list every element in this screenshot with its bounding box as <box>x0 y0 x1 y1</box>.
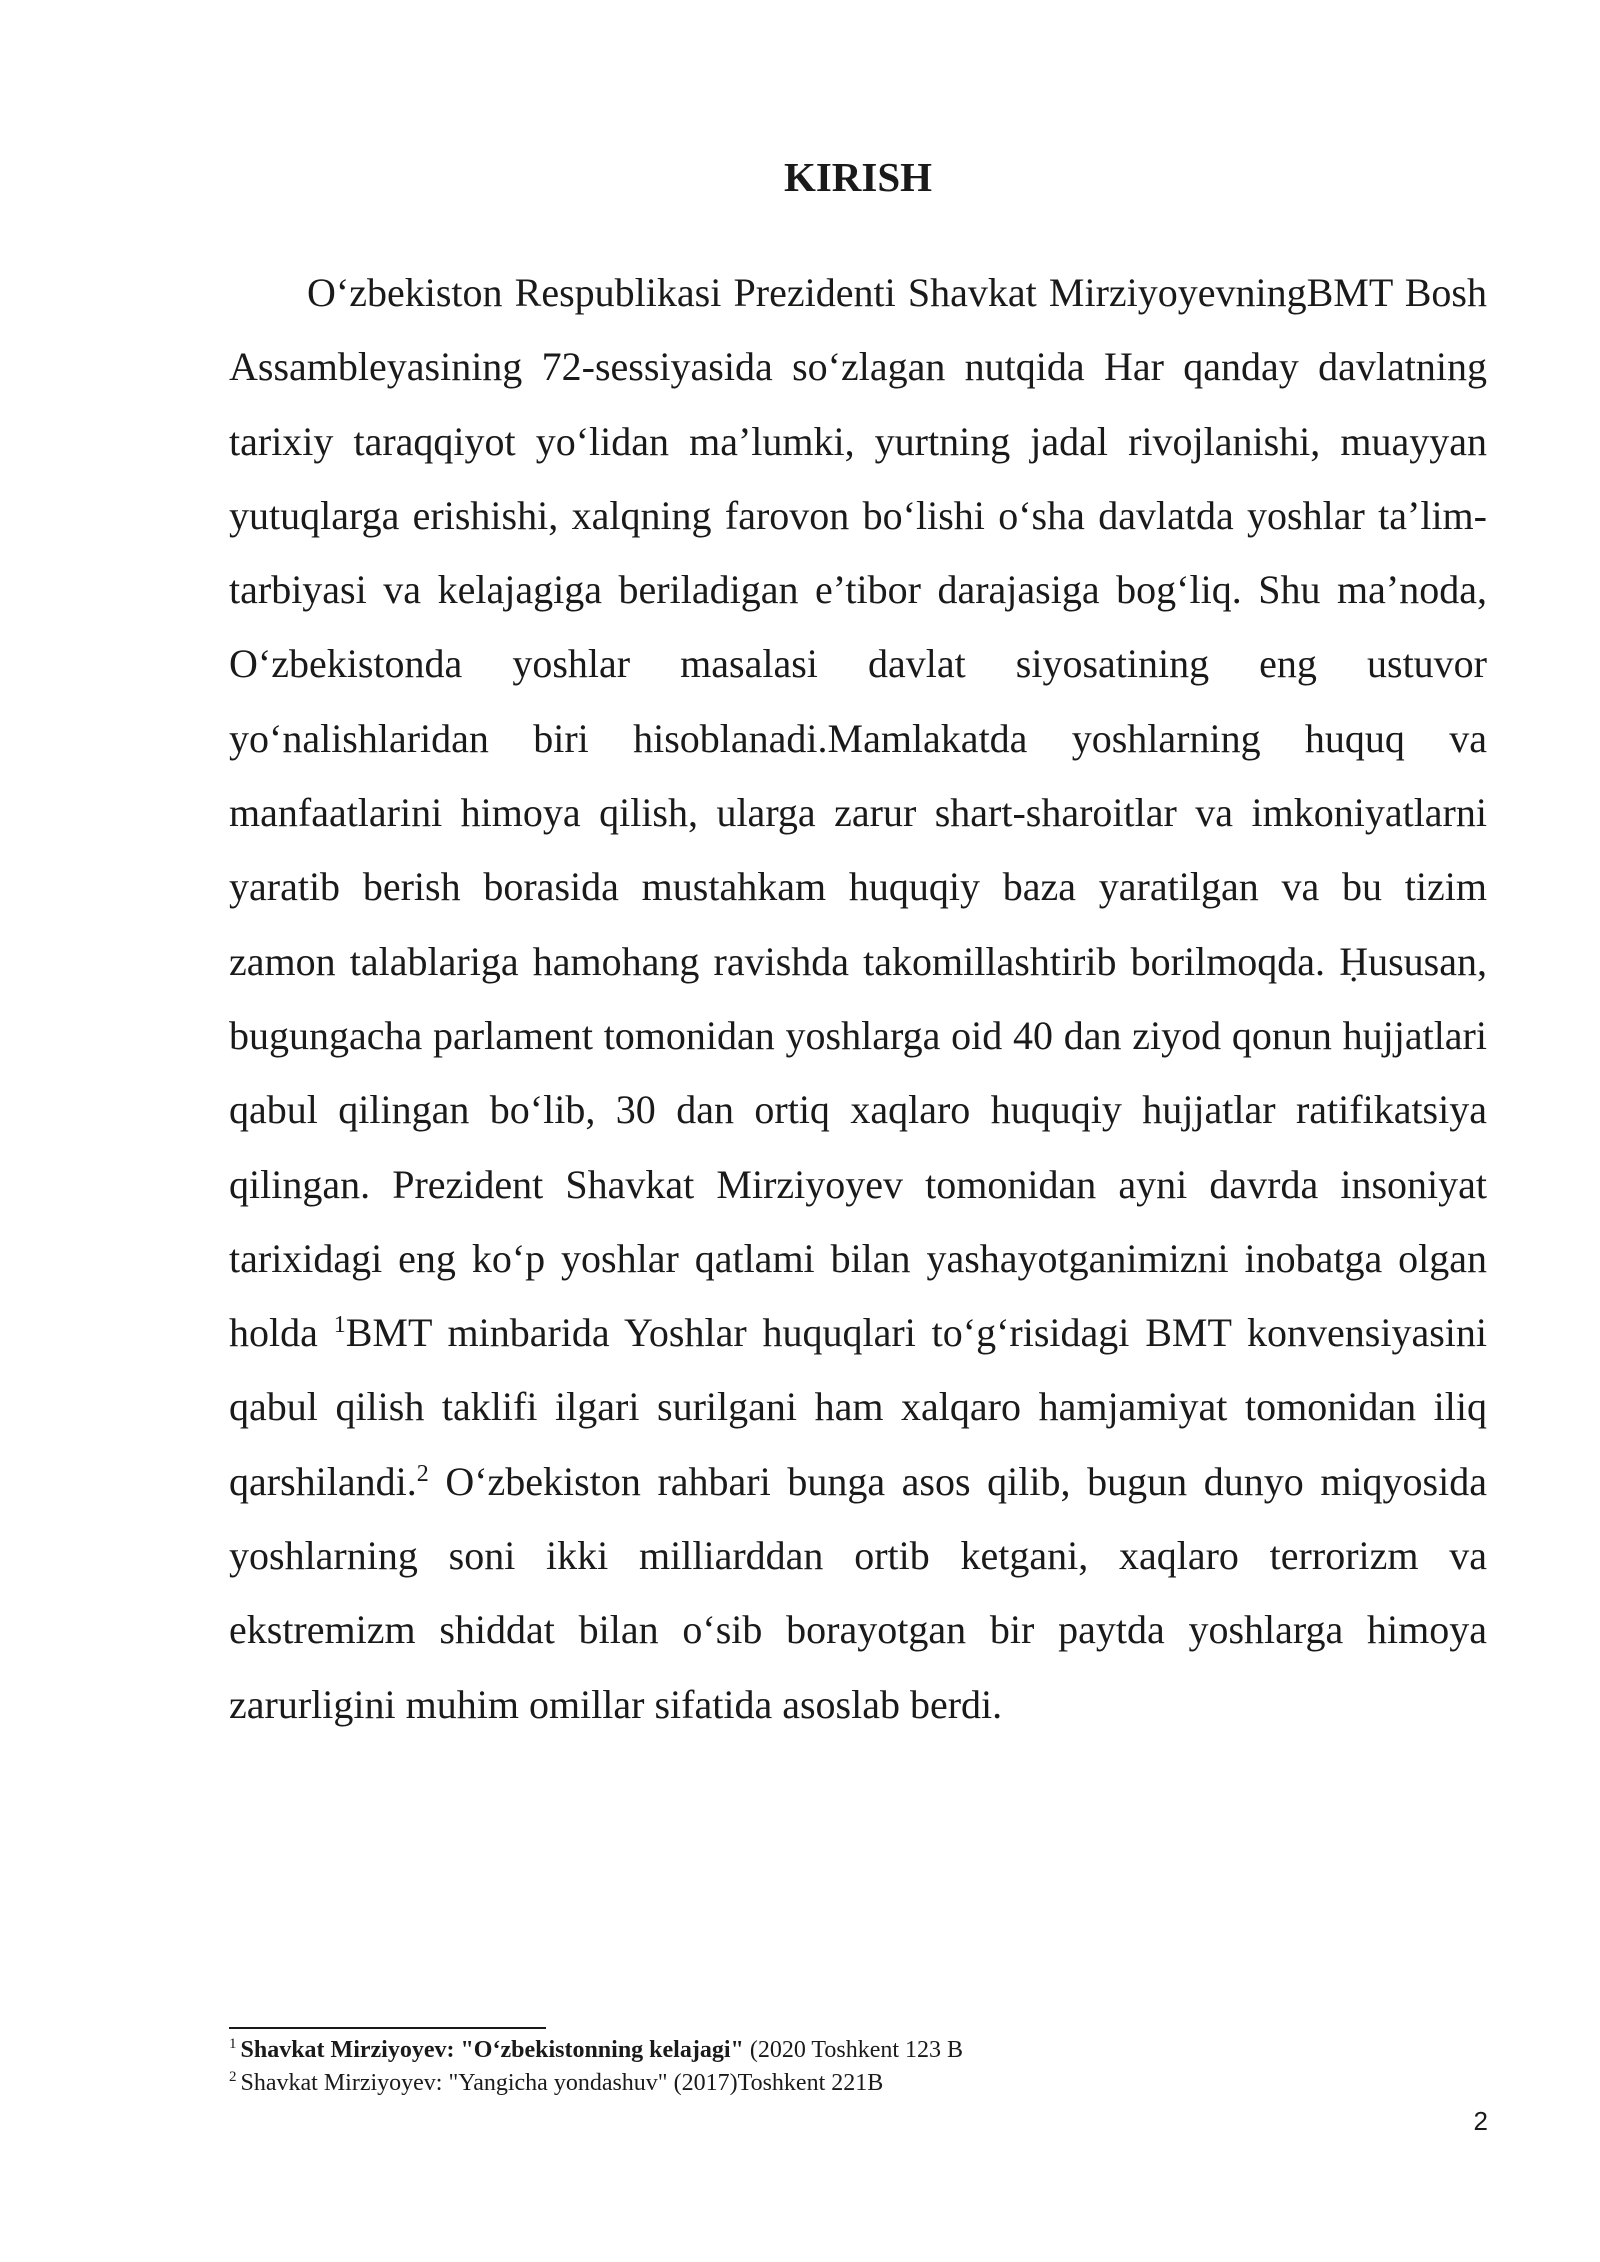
footnote-2-text: Shavkat Mirziyoyev: "Yangicha yondashuv" (2017)Toshkent 221B <box>240 2070 884 2096</box>
page-number: 2 <box>1473 2106 1488 2136</box>
footnote-1-text: (2020 Toshkent 123 B <box>743 2037 964 2063</box>
body-text-part-1: O‘zbekiston Respublikasi Prezidenti Shavkat MirziyoyevningBMT Bosh Assambleyasining 72-sessiyasida so‘zlagan nutqida Har qanday davlatning tarixiy taraqqiyot yo‘lidan ma’lumki, yurtning jadal rivojlanishi, muayyan yutuqlarga erishishi, xalqning farovon bo‘lishi o‘sha davlatda yoshlar ta’lim-tarbiyasi va kelajagiga beriladigan e’tibor darajasiga bog‘liq. Shu ma’noda, O‘zbekistonda yoshlar masalasi davlat siyosatining eng ustuvor yo‘nalishlaridan biri hisoblanadi.Mamlakatda yoshlarning huquq va manfaatlarini himoya qilish, ularga zarur shart-sharoitlar va imkoniyatlarni yaratib berish borasida mustahkam huquqiy baza yaratilgan va bu tizim zamon talablariga hamohang ravishda takomillashtirib borilmoqda. Ḥususan, bugungacha parlament tomonidan yoshlarga oid 40 dan ziyod qonun hujjatlari qabul qilingan bo‘lib, 30 dan ortiq xaqlaro huquqiy hujjatlar ratifikatsiya qilingan. Prezident Shavkat Mirziyoyev tomonidan ayni davrda insoniyat tarixidagi eng ko‘p yoshlar qatlami bilan yashayotganimizni inobatga olgan holda <box>229 270 1487 1356</box>
footnote-1 <box>229 2034 1487 2067</box>
footnote-2 <box>229 2067 1487 2100</box>
footnote-separator <box>229 2027 546 2029</box>
body-text-part-2: BMT minbarida Yoshlar huquqlari to‘g‘risidagi BMT konvensiyasini qabul qilish taklifi ilgari surilgani ham xalqaro hamjamiyat tomonidan iliq qarshilandi. <box>229 1310 1488 1504</box>
body-text-part-3: O‘zbekiston rahbari bunga asos qilib, bugun dunyo miqyosida yoshlarning soni ikki milliarddan ortib ketgani, xaqlaro terrorizm va ekstremizm shiddat bilan o‘sib borayotgan bir paytda yoshlarga himoya zarurligini muhim omillar sifatida asoslab berdi. <box>229 1458 1487 1727</box>
footnotes <box>229 2034 1487 2100</box>
footnote-mark-1: 1 <box>229 2036 237 2052</box>
footnote-1-bold-text: Shavkat Mirziyoyev: "O‘zbekistonning kelajagi" <box>240 2037 744 2063</box>
footnote-mark-2: 2 <box>229 2069 237 2085</box>
body-paragraph <box>229 256 1487 1742</box>
footnote-reference-2[interactable]: 2 <box>416 1460 429 1487</box>
page-title: KIRISH <box>783 154 933 200</box>
footnote-reference-1[interactable]: 1 <box>333 1312 346 1339</box>
